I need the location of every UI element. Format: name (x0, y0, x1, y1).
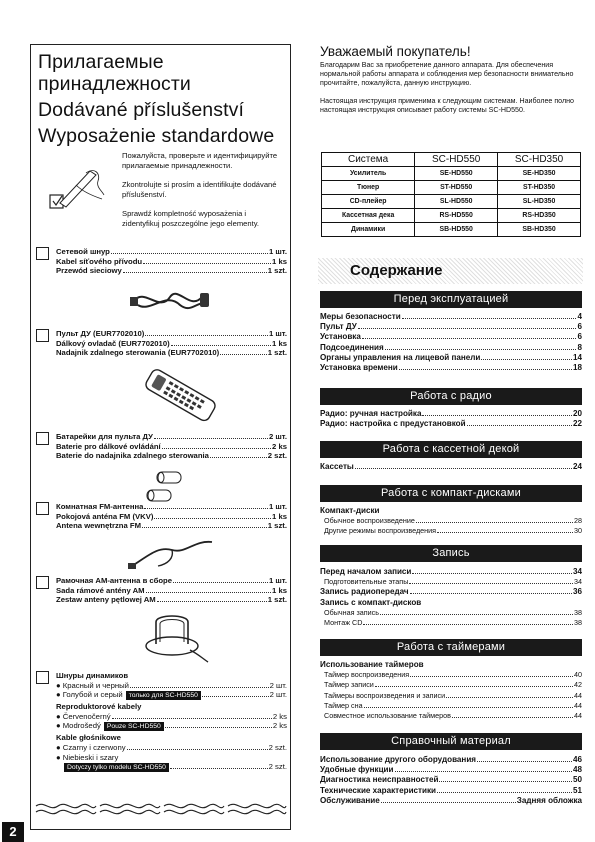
speaker-heading-ru: Шнуры динамиков (56, 671, 129, 680)
toc-page: 20 (572, 409, 582, 418)
toc-list (320, 567, 582, 628)
toc-title: Запись радиопередач (320, 587, 409, 597)
toc-title: Монтаж CD (324, 618, 363, 628)
column-header: SC-HD550 (415, 153, 498, 167)
toc-entry[interactable] (320, 353, 582, 363)
toc-page: 30 (574, 526, 582, 536)
toc-title: Таймер сна (324, 700, 363, 710)
item-qty: 1 шт. (268, 576, 287, 585)
toc-title: Установка (320, 332, 361, 342)
accessories-intro (122, 151, 282, 238)
title-ru-1: Прилагаемые (38, 51, 164, 73)
table-cell: RS-HD550 (415, 209, 498, 223)
toc-page: 18 (572, 363, 582, 373)
item-name: Dálkový ovladač (EUR7702010) (56, 338, 170, 348)
contents-title: Содержание (350, 262, 443, 279)
toc-entry[interactable] (320, 332, 582, 342)
toc-entry[interactable] (320, 419, 582, 429)
item-name: Батарейки для пульта ДУ (56, 432, 153, 441)
item-name: Пульт ДУ (EUR7702010) (56, 329, 145, 338)
checkbox[interactable] (36, 576, 49, 589)
table-row (322, 209, 581, 223)
toc-page: 8 (577, 342, 582, 352)
toc-page: 24 (572, 462, 582, 471)
item-qty: 1 шт. (268, 329, 287, 338)
toc-title: Диагностика неисправностей (320, 775, 439, 785)
toc-entry[interactable] (320, 526, 582, 536)
toc-page: 48 (572, 765, 582, 775)
title-cz: Dodávané příslušenství (38, 99, 244, 121)
greeting-paragraph: Благодарим Вас за приобретение данного аппарата. Для обеспечения нормальной работы аппарата и соблюдения мер безопасности внимательно прочитайте, пожалуйста, данную инструкцию. (320, 61, 574, 87)
item-qty: 1 шт. (268, 247, 287, 256)
speaker-line: ● Голубой и серый (56, 690, 123, 700)
toc-entry[interactable] (320, 680, 582, 690)
page-number: 2 (2, 822, 24, 842)
greeting-text (320, 61, 582, 124)
toc-title: Кассеты (320, 462, 354, 471)
toc-entry[interactable] (320, 587, 582, 597)
item-qty: 1 ks (272, 256, 287, 266)
item-qty: 2 шт. (269, 680, 287, 690)
toc-entry[interactable] (320, 516, 582, 526)
section-header: Работа с кассетной декой (320, 441, 582, 458)
toc-page: 42 (574, 680, 582, 690)
item-name: Pokojová anténa FM (VKV) (56, 511, 154, 521)
checkbox[interactable] (36, 329, 49, 342)
toc-entry[interactable] (320, 567, 582, 577)
fm-antenna-image (128, 536, 216, 570)
section-header: Запись (320, 545, 582, 562)
item-qty: 1 ks (272, 585, 287, 595)
item-qty: 2 шт. (268, 432, 287, 441)
toc-entry[interactable] (320, 322, 582, 332)
toc-title: Пульт ДУ (320, 322, 357, 332)
toc-page: 34 (574, 577, 582, 587)
toc-entry[interactable] (320, 462, 582, 472)
item-name: Комнатная FM-антенна (56, 502, 144, 511)
toc-entry[interactable] (320, 670, 582, 680)
toc-page: 28 (574, 516, 582, 526)
toc-page: 38 (574, 607, 582, 617)
intro-pl: Sprawdź kompletność wyposażenia i zidentyfikuj poszczególne jego elementy. (122, 209, 260, 228)
speaker-line: ● Modrošedý (56, 721, 101, 731)
section-header: Справочный материал (320, 733, 582, 750)
toc-title: Подсоединения (320, 342, 384, 352)
power-cord-image (130, 283, 210, 317)
item-qty: 1 ks (272, 511, 287, 521)
speaker-line: ● Niebieski i szary (56, 752, 119, 762)
toc-page: 44 (574, 700, 582, 710)
table-cell: SB-HD550 (415, 223, 498, 237)
item-qty: 2 ks (272, 711, 287, 721)
toc-list (320, 660, 582, 721)
speaker-line: ● Красный и черный (56, 680, 129, 690)
table-cell: SE-HD550 (415, 167, 498, 181)
toc-title: Использование другого оборудования (320, 755, 477, 764)
speaker-line: ● Červenočerný (56, 711, 111, 721)
toc-list (320, 755, 582, 806)
item-qty: 1 szt. (267, 348, 287, 358)
table-row (322, 223, 581, 237)
am-loop-antenna-image (140, 612, 210, 664)
toc-entry[interactable] (320, 312, 582, 322)
item-qty: 1 szt. (267, 266, 287, 276)
speaker-heading-cz: Reproduktorové kabely (56, 702, 142, 712)
toc-page: 46 (572, 755, 582, 764)
toc-title: Обычное воспроизведение (324, 516, 415, 526)
item-qty: 2 szt. (267, 451, 287, 461)
toc-title: Меры безопасности (320, 312, 401, 321)
checkbox[interactable] (36, 247, 49, 260)
item-name: Sada rámové antény AM (56, 585, 145, 595)
checkbox[interactable] (36, 671, 49, 684)
toc-entry[interactable] (320, 691, 582, 701)
item-qty: 1 szt. (267, 595, 287, 605)
toc-title: Радио: ручная настройка (320, 409, 422, 418)
model-tag: Pouze SC-HD550 (104, 722, 164, 731)
toc-title: Совместное использование таймеров (324, 711, 451, 721)
toc-page: 36 (572, 587, 582, 597)
toc-entry[interactable] (320, 755, 582, 765)
toc-title: Удобные функции (320, 765, 394, 775)
toc-page: 51 (572, 785, 582, 795)
greeting-title: Уважаемый покупатель! (320, 44, 471, 59)
toc-title: Обычная запись (324, 607, 380, 617)
speaker-cables-image (34, 798, 288, 828)
batteries-image (145, 470, 185, 504)
toc-title: Установка времени (320, 363, 398, 373)
toc-entry[interactable] (320, 608, 582, 618)
table-row (322, 167, 581, 181)
item-name: Рамочная АМ-антенна в сборе (56, 576, 173, 585)
toc-page: 22 (572, 419, 582, 429)
item-name: Nadajnik zdalnego sterowania (EUR7702010) (56, 348, 220, 358)
toc-title: Таймер воспроизведения (324, 670, 410, 680)
item-name: Zestaw anteny pętlowej AM (56, 595, 156, 605)
toc-entry[interactable] (320, 343, 582, 353)
toc-page: 44 (574, 711, 582, 721)
table-cell: SL-HD350 (498, 195, 581, 209)
toc-subheading: Компакт-диски (320, 506, 380, 515)
checkbox[interactable] (36, 432, 49, 445)
item-qty: 1 szt. (267, 521, 287, 531)
item-name: Kabel síťového přívodu (56, 256, 143, 266)
greeting-paragraph: Настоящая инструкция применима к следующим системам. Наиболее полно настоящая инструкция описывает работу системы SC-HD550. (320, 97, 574, 114)
toc-entry[interactable] (320, 409, 582, 419)
toc-page: Задняя обложка (516, 795, 582, 805)
toc-title: Органы управления на лицевой панели (320, 352, 481, 362)
toc-page: 34 (572, 567, 582, 576)
column-header: SC-HD350 (498, 153, 581, 167)
item-name: Baterie do nadajnika zdalnego sterowania (56, 451, 209, 461)
item-name: Przewód sieciowy (56, 266, 122, 276)
section-header: Перед эксплуатацией (320, 291, 582, 308)
table-cell: Тюнер (322, 181, 415, 195)
toc-subheading: Запись с компакт-дисков (320, 597, 422, 607)
toc-entry[interactable] (320, 711, 582, 721)
toc-page: 14 (572, 352, 582, 362)
section-header: Работа с компакт-дисками (320, 485, 582, 502)
item-qty: 2 szt. (268, 762, 287, 772)
title-ru-2: принадлежности (38, 73, 191, 95)
title-pl: Wyposażenie standardowe (38, 125, 275, 147)
speaker-line: ● Czarny i czerwony (56, 742, 126, 752)
intro-ru: Пожалуйста, проверьте и идентифицируйте прилагаемые принадлежности. (122, 151, 278, 170)
toc-entry[interactable] (320, 775, 582, 785)
table-cell: RS-HD350 (498, 209, 581, 223)
toc-page: 38 (574, 618, 582, 628)
intro-cz: Zkontrolujte si prosím a identifikujte dodávané příslušenství. (122, 180, 277, 199)
toc-entry[interactable] (320, 618, 582, 628)
toc-title: Радио: настройка с предустановкой (320, 419, 466, 429)
toc-list (320, 506, 582, 537)
table-cell: SB-HD350 (498, 223, 581, 237)
section-header: Работа с радио (320, 388, 582, 405)
toc-list (320, 409, 582, 429)
toc-entry[interactable] (320, 765, 582, 775)
toc-entry[interactable] (320, 363, 582, 373)
toc-list (320, 312, 582, 373)
item-qty: 2 ks (272, 721, 287, 731)
item-qty: 2 szt. (268, 742, 287, 752)
toc-page: 6 (577, 332, 582, 342)
model-tag: Dotyczy tylko modelu SC-HD550 (64, 763, 169, 772)
pen-checklist-icon (46, 165, 106, 220)
item-qty: 2 ks (272, 441, 287, 451)
toc-title: Таймеры воспроизведения и записи (324, 690, 446, 700)
toc-page: 44 (574, 690, 582, 700)
table-cell: ST-HD550 (415, 181, 498, 195)
toc-title: Обслуживание (320, 795, 380, 805)
accessories-title (38, 51, 288, 147)
toc-entry[interactable] (320, 577, 582, 587)
table-cell: Динамики (322, 223, 415, 237)
toc-page: 40 (574, 670, 582, 680)
column-header: Система (322, 153, 415, 167)
table-cell: ST-HD350 (498, 181, 581, 195)
toc-title: Другие режимы воспроизведения (324, 526, 437, 536)
table-header-row (322, 153, 581, 167)
toc-page: 4 (577, 312, 582, 321)
toc-subheading: Использование таймеров (320, 660, 424, 669)
table-cell: SL-HD550 (415, 195, 498, 209)
table-row (322, 195, 581, 209)
remote-control-image (140, 366, 220, 426)
toc-title: Технические характеристики (320, 785, 437, 795)
toc-entry[interactable] (320, 786, 582, 796)
table-cell: Кассетная дека (322, 209, 415, 223)
item-qty: 2 шт. (269, 690, 287, 700)
table-cell: SE-HD350 (498, 167, 581, 181)
system-table (321, 152, 581, 237)
item-qty: 1 ks (272, 338, 287, 348)
item-name: Baterie pro dálkové ovládání (56, 441, 161, 451)
toc-entry[interactable] (320, 701, 582, 711)
toc-list (320, 462, 582, 472)
item-name: Antena wewnętrzna FM (56, 521, 141, 531)
model-tag: только для SC-HD550 (126, 691, 201, 700)
toc-title: Подготовительные этапы (324, 577, 409, 587)
item-name: Сетевой шнур (56, 247, 110, 256)
table-cell: Усилитель (322, 167, 415, 181)
toc-page: 50 (572, 775, 582, 785)
table-cell: CD-плейер (322, 195, 415, 209)
toc-page: 6 (577, 322, 582, 332)
toc-title: Таймер записи (324, 680, 374, 690)
item-qty: 1 шт. (268, 502, 287, 511)
checkbox[interactable] (36, 502, 49, 515)
toc-entry[interactable] (320, 796, 582, 806)
speaker-heading-pl: Kable głośnikowe (56, 733, 121, 743)
table-row (322, 181, 581, 195)
toc-title: Перед началом записи (320, 567, 412, 576)
section-header: Работа с таймерами (320, 639, 582, 656)
